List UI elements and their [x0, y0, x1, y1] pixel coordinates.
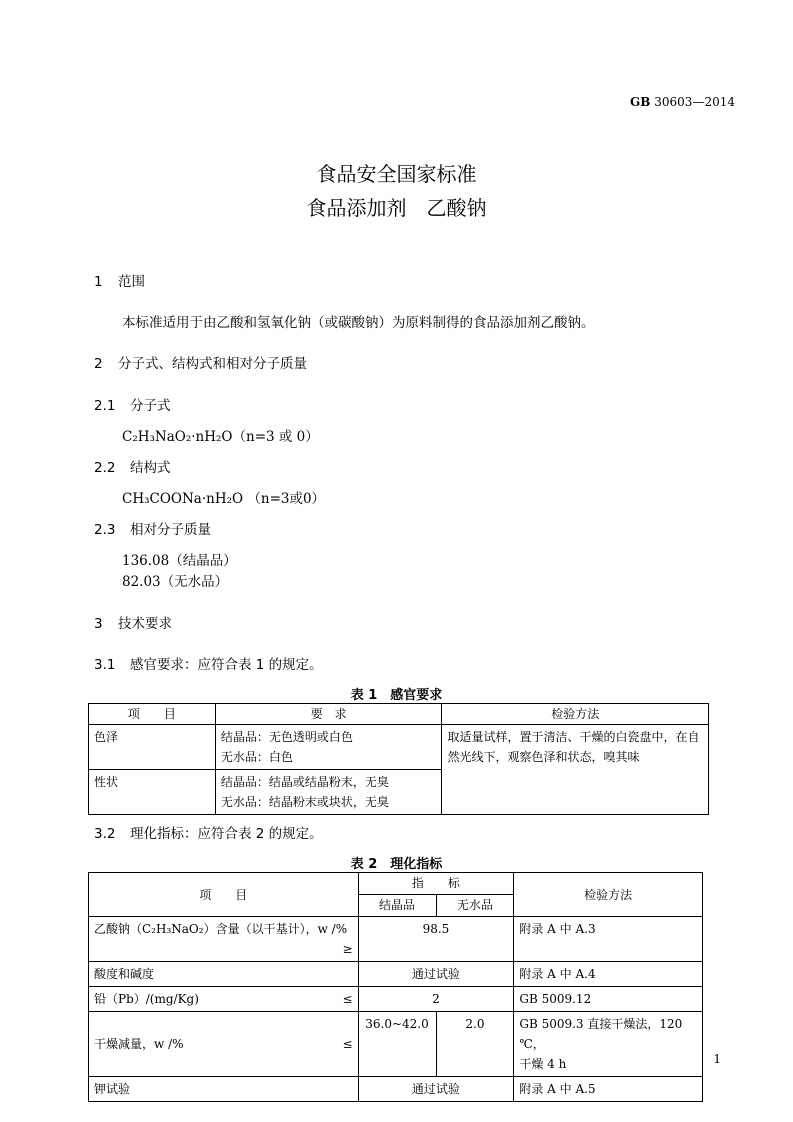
table-2-row-drying-item: 干燥减量，w /% ≤ [89, 1012, 359, 1077]
table-2-row-potassium-item: 钾试验 [89, 1077, 359, 1102]
molecular-formula: C₂H₃NaO₂·nH₂O（n=3 或 0） [122, 429, 319, 445]
document-title: 食品安全国家标准 [316, 162, 477, 186]
section-2-1-heading: 2.1 分子式 [94, 398, 171, 414]
molecular-mass-crystal: 136.08（结晶品） [122, 553, 237, 569]
section-2-2-heading: 2.2 结构式 [94, 460, 171, 476]
table-2-row-acidity-method: 附录 A 中 A.4 [514, 962, 703, 987]
section-3-1-heading: 3.1 感官要求：应符合表 1 的规定。 [94, 657, 323, 673]
table-2-row-content-method: 附录 A 中 A.3 [514, 917, 703, 962]
table-2-row-lead-item: 铅（Pb）/(mg/Kg) ≤ [89, 987, 359, 1012]
section-3-heading: 3 技术要求 [94, 616, 172, 632]
structural-formula: CH₃COONa·nH₂O （n=3或0） [122, 491, 326, 507]
table-2-row-content-value: 98.5 [358, 917, 514, 962]
table-2-header-method: 检验方法 [514, 873, 703, 917]
table-2-row-lead-value: 2 [358, 987, 514, 1012]
table-2-row-acidity-value: 通过试验 [358, 962, 514, 987]
table-1-method: 取适量试样，置于清洁、干燥的白瓷盘中，在自 然光线下，观察色泽和状态，嗅其味 [442, 725, 709, 815]
table-2-header-item: 项 目 [89, 873, 359, 917]
table-2-row-acidity-item: 酸度和碱度 [89, 962, 359, 987]
table-2-row-drying-crystal: 36.0~42.0 [358, 1012, 436, 1077]
table-1-row-color-item: 色泽 [89, 725, 216, 770]
table-1-header-item: 项 目 [89, 704, 216, 725]
table-1 [88, 703, 709, 815]
section-1-heading: 1 范围 [94, 274, 145, 290]
table-1-header-requirement: 要 求 [215, 704, 442, 725]
table-1-caption: 表 1 感官要求 [350, 688, 443, 703]
molecular-mass-anhydrous: 82.03（无水品） [122, 574, 229, 590]
table-2-row-drying-anhydrous: 2.0 [436, 1012, 514, 1077]
standard-code: GB 30603—2014 [630, 95, 735, 109]
table-2-row-potassium-value: 通过试验 [358, 1077, 514, 1102]
table-2-caption: 表 2 理化指标 [350, 857, 443, 872]
table-1-header-method: 检验方法 [442, 704, 709, 725]
table-2 [88, 872, 703, 1102]
table-1-row-form-item: 性状 [89, 770, 216, 815]
table-2-row-potassium-method: 附录 A 中 A.5 [514, 1077, 703, 1102]
table-1-row-form-requirement: 结晶品：结晶或结晶粉末，无臭 无水品：结晶粉末或块状，无臭 [215, 770, 442, 815]
section-2-heading: 2 分子式、结构式和相对分子质量 [94, 356, 307, 372]
section-3-2-heading: 3.2 理化指标：应符合表 2 的规定。 [94, 826, 323, 842]
table-1-row-color-requirement: 结晶品：无色透明或白色 无水品：白色 [215, 725, 442, 770]
table-2-header-anhydrous: 无水品 [436, 895, 514, 917]
section-1-text: 本标准适用于由乙酸和氢氧化钠（或碳酸钠）为原料制得的食品添加剂乙酸钠。 [122, 315, 595, 331]
table-2-row-drying-method: GB 5009.3 直接干燥法，120 ℃， 干燥 4 h [514, 1012, 703, 1077]
document-subtitle: 食品添加剂 乙酸钠 [306, 196, 487, 220]
table-2-header-index: 指 标 [358, 873, 514, 895]
page-number: 1 [713, 1052, 721, 1066]
table-2-row-lead-method: GB 5009.12 [514, 987, 703, 1012]
table-2-row-content-item: 乙酸钠（C₂H₃NaO₂）含量（以干基计），w /% ≥ [89, 917, 359, 962]
section-2-3-heading: 2.3 相对分子质量 [94, 522, 211, 538]
table-2-header-crystal: 结晶品 [358, 895, 436, 917]
